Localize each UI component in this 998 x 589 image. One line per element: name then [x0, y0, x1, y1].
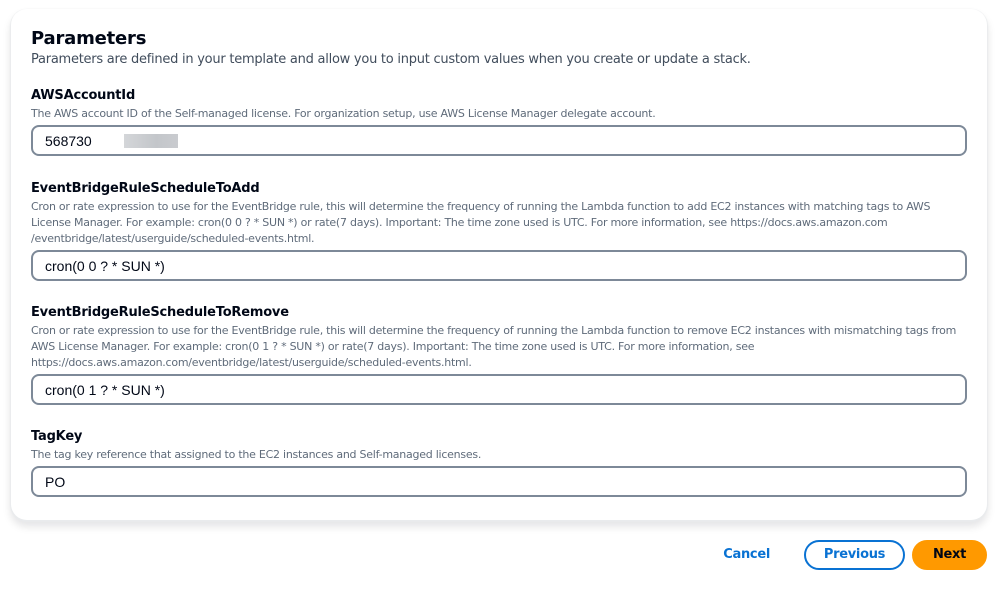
cancel-button[interactable]: Cancel [707, 540, 786, 570]
previous-button[interactable]: Previous [804, 540, 905, 570]
field-label: EventBridgeRuleScheduleToRemove [31, 305, 289, 320]
redacted-value-mask [124, 134, 178, 148]
next-button[interactable]: Next [912, 540, 987, 570]
schedule-to-remove-input[interactable] [31, 374, 967, 405]
field-tag-key [31, 429, 971, 497]
field-label: EventBridgeRuleScheduleToAdd [31, 181, 260, 196]
section-title: Parameters [31, 28, 147, 49]
field-description: Cron or rate expression to use for the EventBridge rule, this will determine the frequency of running the Lambda function to remove EC2 instances with mismatching tags from AWS License Manager. For example: cron(0 1 ? * SUN *) or rate(7 days). Important: The time zone used is UTC. For more information, see https://docs.aws.amazon.com/eventbridge/latest/userguide/scheduled-events.html. [31, 324, 957, 369]
field-aws-account-id [31, 88, 971, 156]
field-label: AWSAccountId [31, 88, 136, 103]
section-description: Parameters are defined in your template and allow you to input custom values when you create or update a stack. [31, 52, 751, 67]
wizard-actions [707, 540, 987, 570]
parameters-panel [11, 9, 987, 520]
field-description: The AWS account ID of the Self-managed license. For organization setup, use AWS License Manager delegate account. [31, 107, 656, 120]
field-schedule-to-remove [31, 305, 971, 405]
field-description: The tag key reference that assigned to the EC2 instances and Self-managed licenses. [31, 448, 482, 461]
field-label: TagKey [31, 429, 83, 444]
field-description: Cron or rate expression to use for the EventBridge rule, this will determine the frequency of running the Lambda function to add EC2 instances with matching tags to AWS License Manager. For example: cron(0 0 ? * SUN *) or rate(7 days). Important: The time zone used is UTC. For more information, see https://docs.aws.amazon.com /eventbridge/latest/userguide/scheduled-events.html. [31, 200, 931, 245]
tag-key-input[interactable] [31, 466, 967, 497]
schedule-to-add-input[interactable] [31, 250, 967, 281]
field-schedule-to-add [31, 181, 971, 281]
